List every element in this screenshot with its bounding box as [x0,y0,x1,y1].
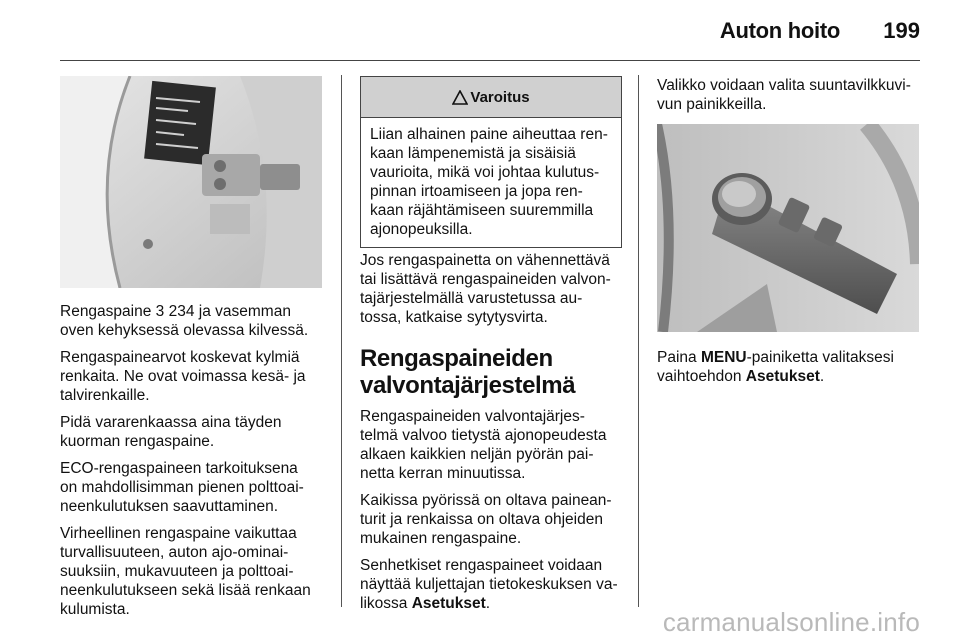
page-header-title: Auton hoito [719,18,840,43]
door-pillar-illustration-icon [60,76,322,288]
column-divider-right [638,75,639,607]
paragraph-press-menu: Paina MENU-painiketta valitaksesi vaihtoehdon Asetukset. [657,349,894,385]
paragraph-incorrect-pressure: Virheellinen rengaspaine vaikuttaa turvallisuuteen, auton ajo-ominai- suuksiin, mukavuuteen ja polttoai- neenkulutukseen sekä lisää renkaan kulumista. [60,525,311,618]
paragraph-spare-tyre: Pidä vararenkaassa aina täyden kuorman rengaspaine. [60,414,282,450]
paragraph-tyre-pressure-location: Rengaspaine 3 234 ja vasemman oven kehyksessä olevassa kilvessä. [60,303,309,339]
settings-option-term: Asetukset [745,368,820,385]
warning-box [360,76,622,248]
paragraph-menu-selection: Valikko voidaan valita suuntavilkkuvi- vun painikkeilla. [657,77,911,113]
paragraph-cold-tyres: Rengaspainearvot koskevat kylmiä renkaita. Ne ovat voimassa kesä- ja talvirenkaille. [60,349,306,404]
settings-menu-term: Asetukset [411,595,486,612]
page-reference[interactable]: 3 234 [155,303,195,320]
paragraph-adjust-pressure: Jos rengaspainetta on vähennettävä tai lisättävä rengaspaineiden valvon- tajärjestelmällä varustetussa au- tossa, katkaise sytytysvirta. [360,252,611,326]
right-column-intro [657,76,927,122]
door-pillar-tyre-label-photo [60,76,322,288]
warning-title: Varoitus [470,88,530,106]
middle-column-text [360,251,632,621]
left-column-text [60,302,332,627]
section-heading: Rengaspaineiden valvontajärjestelmä [360,345,576,399]
turn-signal-stalk-illustration-icon [657,124,919,332]
reference-arrow-icon: 3 [155,303,165,320]
menu-button-term: MENU [700,349,747,366]
column-divider-left [341,75,342,607]
page-number: 199 [883,18,920,43]
warning-triangle-icon [452,90,468,105]
paragraph-sensors: Kaikissa pyörissä on oltava painean- turit ja renkaissa on oltava ohjeiden mukainen rengaspaine. [360,492,612,547]
right-column-text [657,348,927,394]
warning-body: Liian alhainen paine aiheuttaa ren- kaan lämpenemistä ja sisäisiä vaurioita, mikä voi johtaa kulutus- pinnan irtoamiseen ja jopa ren- kaan räjähtämiseen suuremmilla ajonopeuksilla. [370,126,608,238]
turn-signal-stalk-photo [657,124,919,332]
warning-header [361,77,621,118]
paragraph-monitoring-system: Rengaspaineiden valvontajärjes- telmä valvoo tietystä ajonopeudesta alkaen kaikkien neljän pyörän pai- netta kerran minuutissa. [360,408,607,482]
paragraph-display-pressures: Senhetkiset rengaspaineet voidaan näyttää kuljettajan tietokeskuksen va- likossa Asetukset. [360,557,618,612]
paragraph-eco-pressure: ECO-rengaspaineen tarkoituksena on mahdollisimman pienen polttoai- neenkulutuksen saavuttaminen. [60,460,304,515]
watermark: carmanualsonline.info [662,607,920,637]
header-divider [60,60,920,61]
